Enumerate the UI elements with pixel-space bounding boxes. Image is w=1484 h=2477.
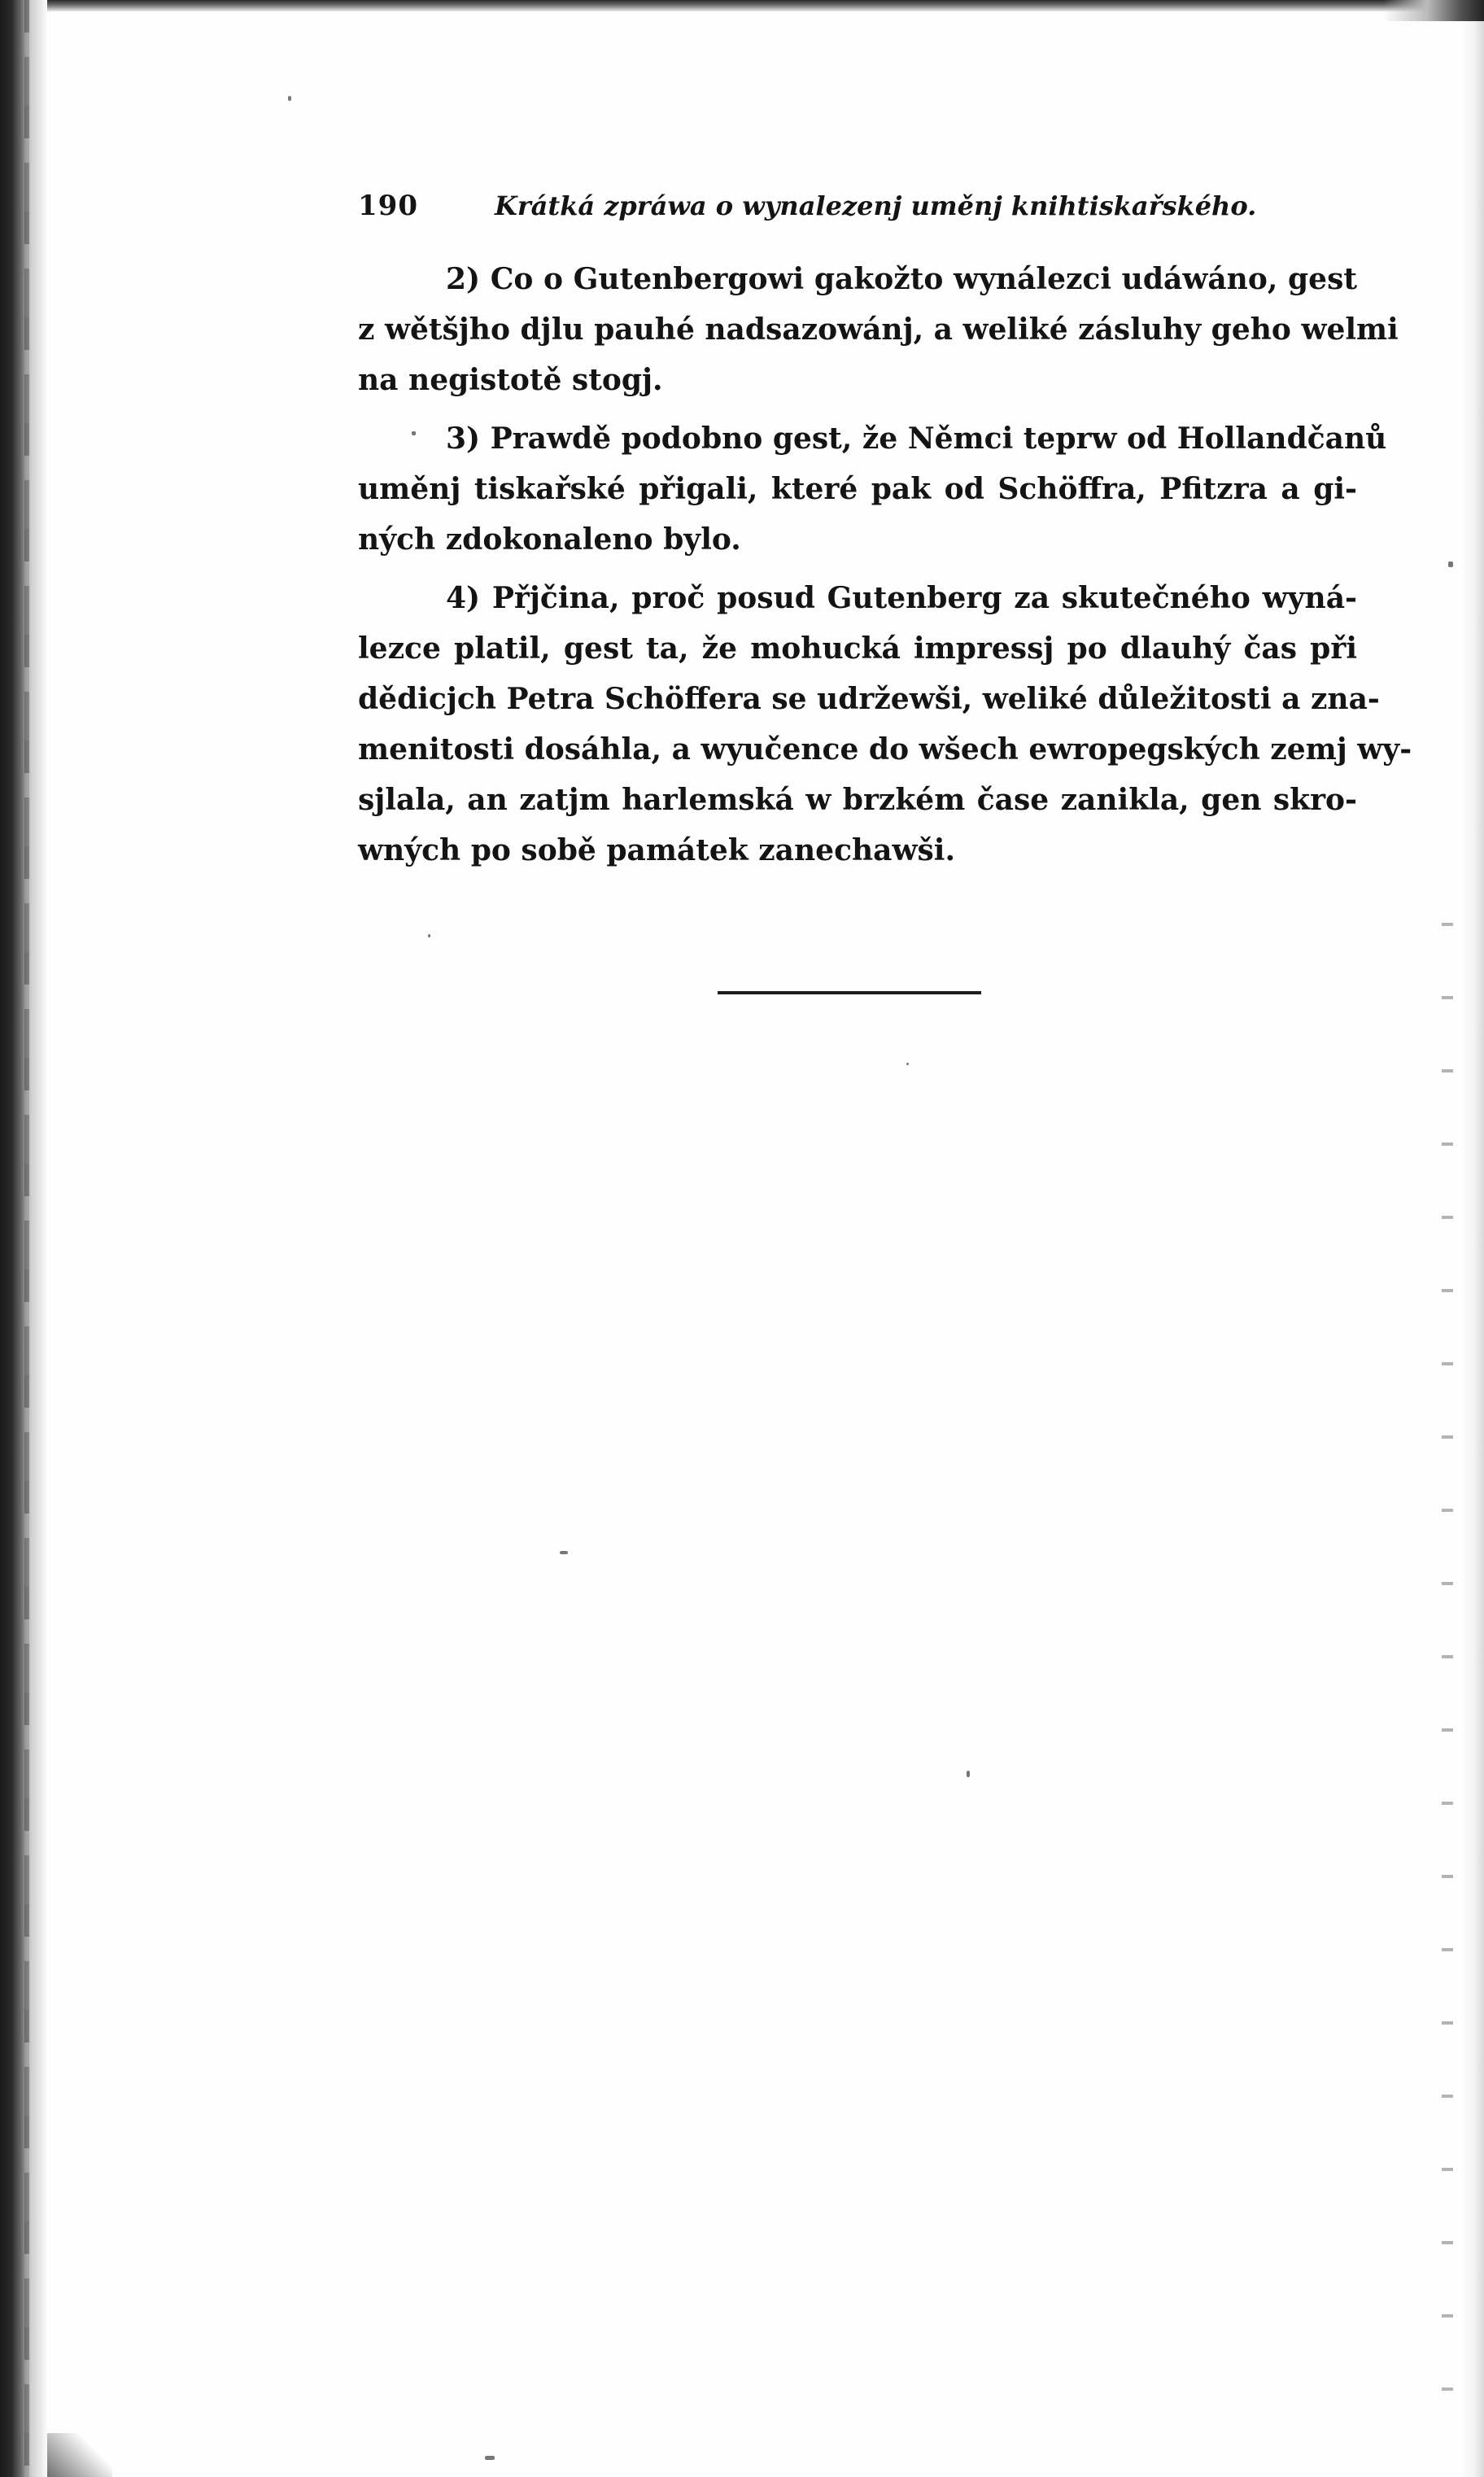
text-line: 3) Prawdě podobno gest, že Němci teprw od Hollandčanů: [446, 422, 1387, 456]
paragraph-2: [358, 254, 1399, 405]
paragraph-3: [358, 413, 1387, 565]
end-rule: [718, 991, 981, 994]
scan-speck: [288, 96, 291, 101]
scan-edge-left-texture: [24, 0, 29, 2477]
text-line: z wětšjho djlu pauhé nadsazowánj, a weliké zásluhy geho welmi: [358, 312, 1399, 347]
running-title: Krátká zpráwa o wynalezenj uměnj knihtiskařského.: [495, 190, 1257, 221]
paragraph-4: [358, 573, 1412, 876]
text-line: dědicjch Petra Schöffera se udržewši, weliké důležitosti a zna-: [358, 682, 1380, 716]
scan-edge-left: [0, 0, 47, 2477]
scan-edge-top: [0, 0, 1484, 11]
text-line: sjlala, an zatjm harlemská w brzkém čase zanikla, gen skro-: [358, 783, 1357, 817]
scan-edge-right-specks: [1442, 895, 1453, 2441]
scan-speck: [967, 1771, 970, 1777]
text-line: menitosti dosáhla, a wyučence do wšech ewropegských zemj wy-: [358, 732, 1412, 767]
scan-speck: [412, 431, 416, 435]
scan-speck: [1448, 561, 1453, 567]
scan-speck: [428, 934, 430, 937]
text-line: lezce platil, gest ta, že mohucká impressj po dlauhý čas při: [358, 631, 1357, 666]
text-line: 2) Co o Gutenbergowi gakožto wynálezci udáwáno, gest: [446, 262, 1357, 296]
scan-corner-bottom-left: [47, 2433, 112, 2477]
scan-corner-top-right: [1383, 0, 1484, 21]
text-line: 4) Přjčina, proč posud Gutenberg za skutečného wyná-: [446, 581, 1357, 615]
page-header: [358, 186, 1357, 226]
text-line: na negistotě stogj.: [358, 363, 663, 397]
text-line: ných zdokonaleno bylo.: [358, 522, 741, 557]
page-number: 190: [358, 190, 418, 222]
scan-speck: [906, 1063, 909, 1065]
text-line: wných po sobě památek zanechawši.: [358, 833, 955, 867]
scan-edge-right: [1463, 0, 1484, 2477]
scan-speck: [560, 1551, 568, 1554]
scan-speck: [485, 2456, 495, 2460]
body-text: [358, 254, 1412, 884]
text-line: uměnj tiskařské přigali, které pak od Schöffra, Pfitzra a gi-: [358, 472, 1357, 506]
